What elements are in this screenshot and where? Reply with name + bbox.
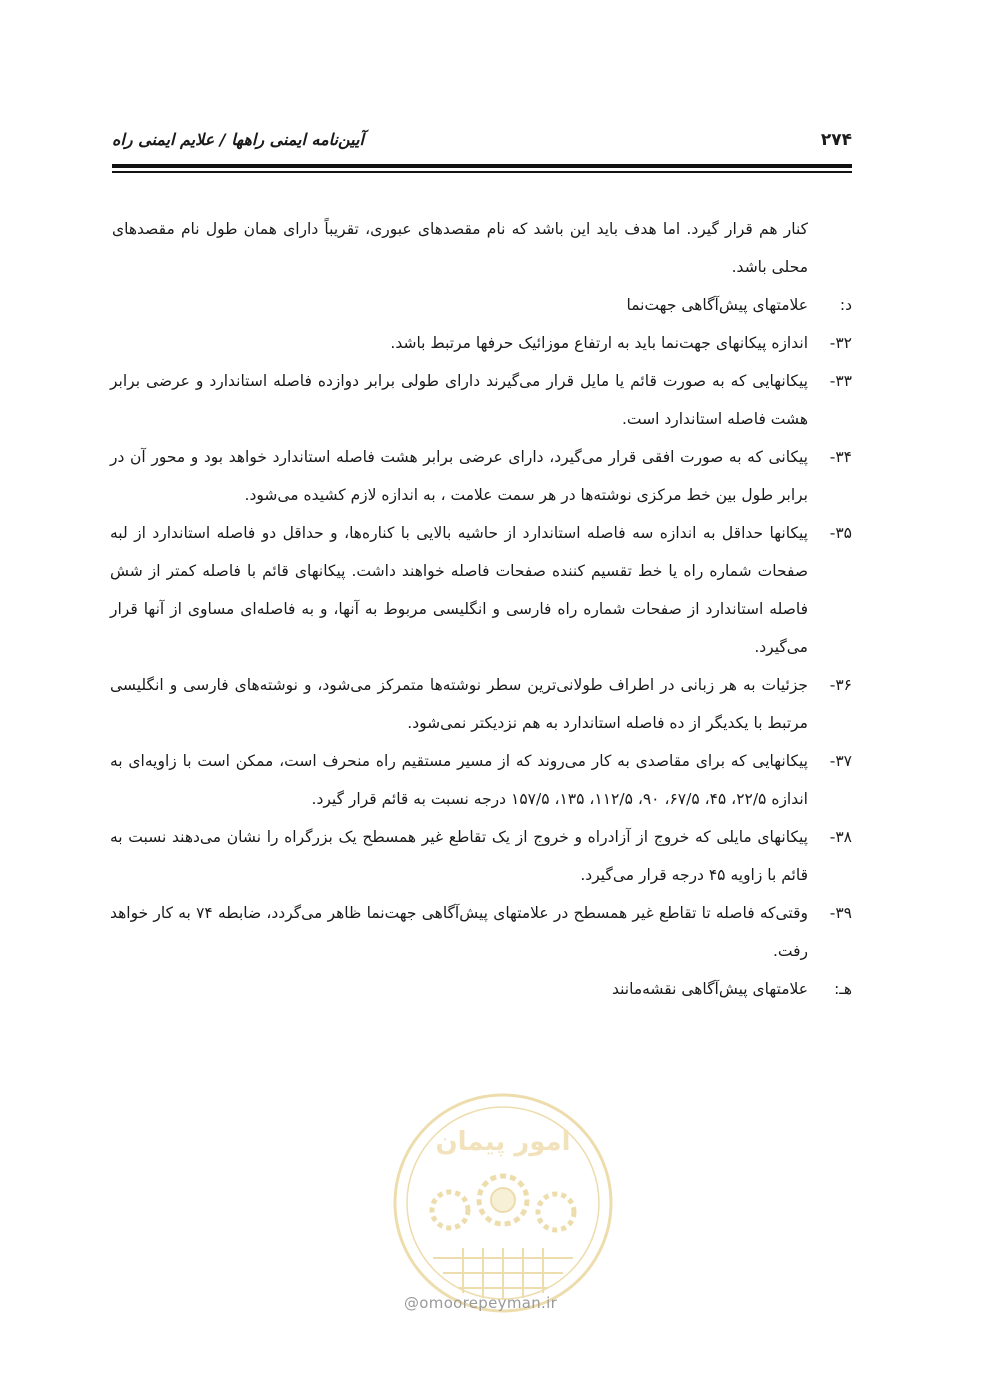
list-item [112,324,852,362]
header-rule-thin [112,171,852,173]
item-text: پیکانها حداقل به اندازه سه فاصله استاندارد از حاشیه بالایی با کناره‌ها، و حداقل دو فاصله استاندارد از لبه صفحات شماره راه یا خط تقسیم کننده صفحات فاصله خواهند داشت. پیکانهای قائم با فاصله کمتر از شش فاصله استاندارد از صفحات شماره راه فارسی و انگلیسی مربوط به آنها، و به فاصله‌ای مساوی از آنها قرار می‌گیرد. [110,524,808,656]
list-item [112,742,852,818]
list-item [112,894,852,970]
item-number: ۳۹- [829,904,852,922]
list-item [112,818,852,894]
item-text: پیکانهای مایلی که خروج از آزادراه و خروج از یک تقاطع غیر همسطح یک بزرگراه را نشان می‌دهند نسبت به قائم با زاویه ۴۵ درجه قرار می‌گیرد. [110,828,808,884]
intro-paragraph: کنار هم قرار گیرد. اما هدف باید این باشد که نام مقصدهای عبوری، تقریباً دارای همان طول نام مقصدهای محلی باشد. [112,220,808,276]
running-title: آیین‌نامه ایمنی راهها / علایم ایمنی راه [112,130,364,149]
section-d-title: علامتهای پیش‌آگاهی جهت‌نما [626,296,808,314]
section-d-heading [112,286,852,324]
item-text: پیکانهایی که به صورت قائم یا مایل قرار می‌گیرند دارای طولی برابر دوازده فاصله استاندارد و عرضی برابر هشت فاصله استاندارد است. [110,372,808,428]
section-h-title: علامتهای پیش‌آگاهی نقشه‌مانند [611,980,808,998]
list-item [112,514,852,666]
list-item [112,666,852,742]
list-item [112,438,852,514]
section-h-letter: هـ: [834,980,852,998]
item-text: جزئیات به هر زبانی در اطراف طولانی‌ترین سطر نوشته‌ها متمرکز می‌شود، و نوشته‌های فارسی و انگلیسی مرتبط با یکدیگر از ده فاصله استاندارد به هم نزدیکتر نمی‌شود. [110,676,808,732]
watermark-url: @omoorepeyman.ir [404,1294,558,1312]
list-item [112,362,852,438]
page-number: ۲۷۴ [820,130,852,150]
item-text: پیکانهایی که برای مقاصدی به کار می‌روند که از مسیر مستقیم راه منحرف است، ممکن است با زاویه‌ای به اندازه ۲۲/۵، ۴۵، ۶۷/۵، ۹۰، ۱۱۲/۵، ۱۳۵، ۱۵۷/۵ درجه نسبت به قائم قرار گیرد. [110,752,808,808]
page-body [112,210,852,1008]
item-text: پیکانی که به صورت افقی قرار می‌گیرد، دارای عرضی برابر هشت فاصله استاندارد خواهد بود و محور آن در برابر طول بین خط مرکزی نوشته‌ها در هر سمت علامت ، به اندازه لازم کشیده می‌شود. [110,448,808,504]
item-text: اندازه پیکانهای جهت‌نما باید به ارتفاع موزائیک حرفها مرتبط باشد. [390,334,808,352]
section-h-heading [112,970,852,1008]
watermark-logo-icon [388,1088,618,1318]
item-number: ۳۵- [829,524,852,542]
item-text: وقتی‌که فاصله تا تقاطع غیر همسطح در علامتهای پیش‌آگاهی جهت‌نما ظاهر می‌گردد، ضابطه ۷۴ به کار خواهد رفت. [110,904,809,960]
item-number: ۳۸- [829,828,852,846]
page-header [112,128,852,158]
item-number: ۳۲- [829,334,852,352]
section-d-letter: د: [839,296,852,314]
header-rule-thick [112,164,852,168]
item-number: ۳۴- [829,448,852,466]
item-number: ۳۷- [829,752,852,770]
watermark-logo-text: امور پیمان [435,1127,571,1157]
item-number: ۳۶- [829,676,852,694]
item-number: ۳۳- [829,372,852,390]
